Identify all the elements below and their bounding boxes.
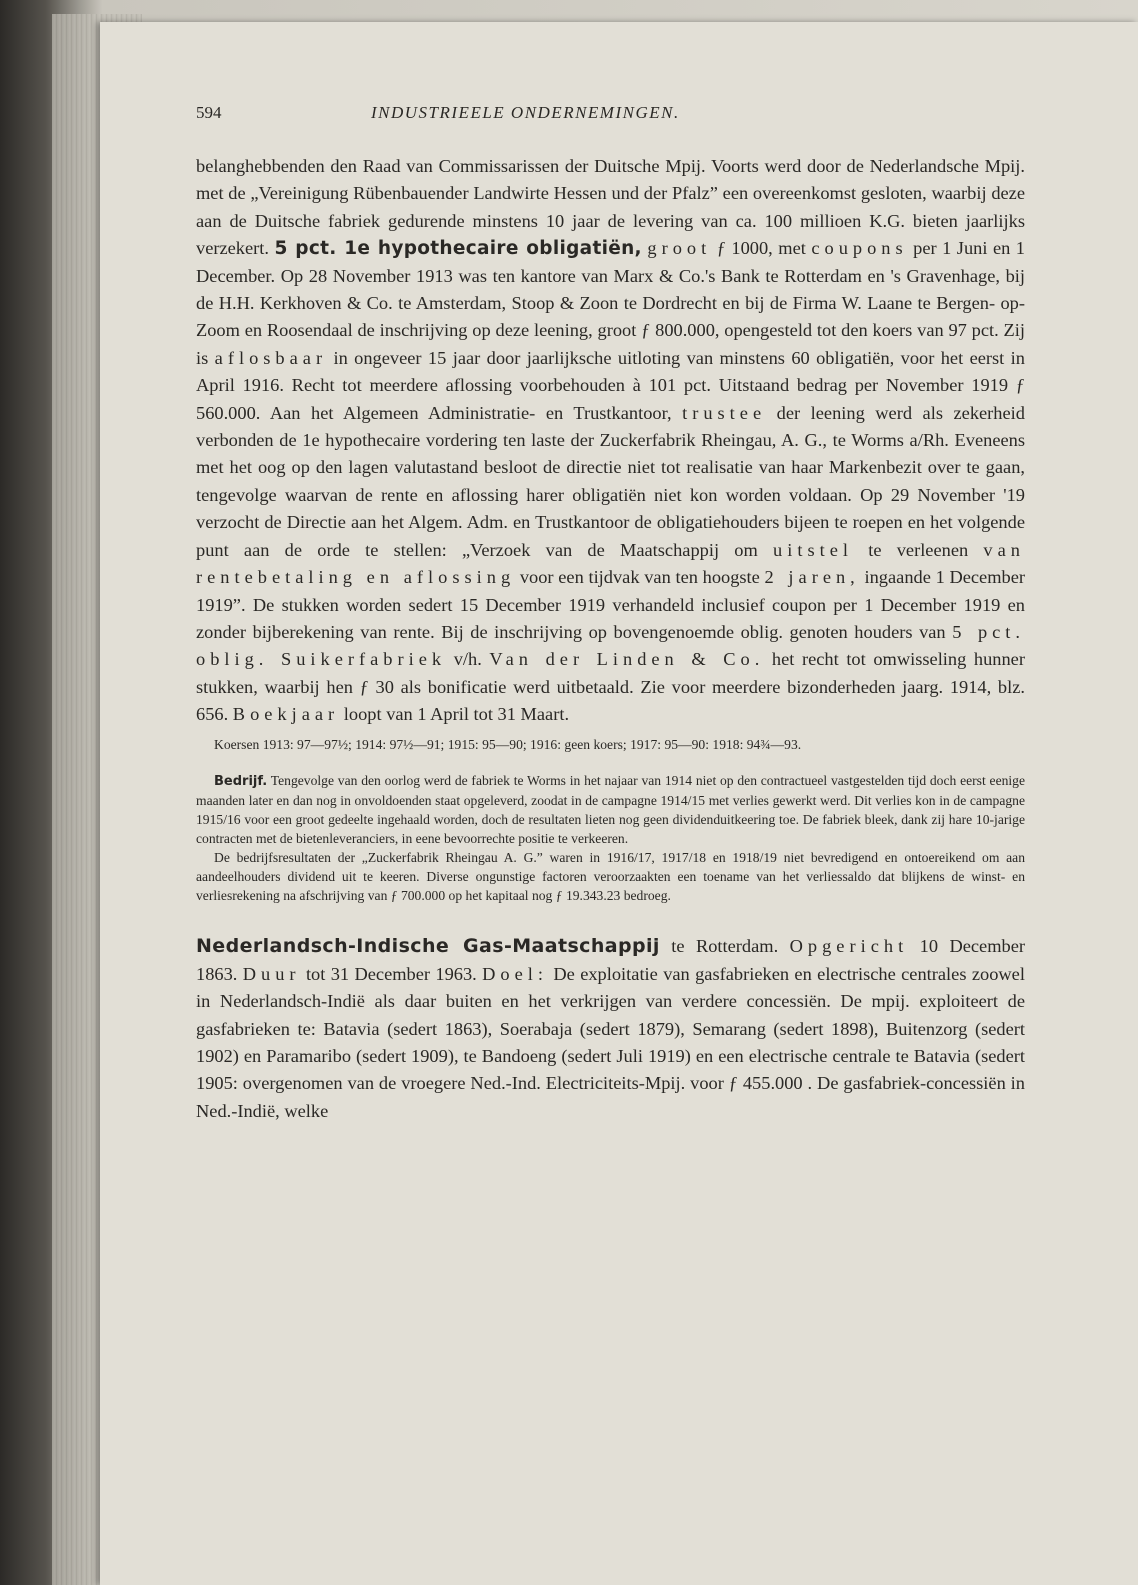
bedrijf-paragraph: [196, 771, 1025, 848]
paragraph-obligations: [196, 153, 1025, 729]
text-run: te Rotterdam.: [671, 936, 779, 957]
text-run: der leening werd als zekerheid verbonden de 1e hypothecaire vordering ten laste der Zuckerfabrik Rheingau, A. G., te Worms a/Rh. Eveneens met het oog op den lagen valutastand besloot de directie niet tot realisatie van haar Markenbezit over te gaan, tengevolge waarvan de rente en aflossing harer obligatiën niet kon worden voldaan. Op 29 November '19 verzocht de Directie aan het Algem. Adm. en Trustkantoor de obligatiehouders bijeen te roepen en het volgende punt aan de orde te stellen: „Verzoek van de Maatschappij om: [196, 402, 1025, 560]
spaced-text: Opgericht: [789, 936, 909, 957]
spaced-text: trustee: [682, 402, 767, 423]
text-run: De exploitatie van gasfabrieken en electrische centrales zoowel in Nederlandsch-Indië als daar buiten en het verkrijgen van verdere concessiën. De mpij. exploiteert de gasfabrieken te: Batavia (sedert 1863), Soerabaja (sedert 1879), Semarang (sedert 1898), Buitenzorg (sedert 1902) en Paramaribo (sedert 1909), te Bandoeng (sedert Juli 1919) en een electrische centrale te Batavia (sedert 1905: overgenomen van de vroegere Ned.-Ind. Electriciteits-Mpij. voor ƒ 455.000 . De gasfabriek-concessiën in Ned.-Indië, welke: [196, 963, 1025, 1121]
text-run: loopt van 1 April tot 31 Maart.: [343, 704, 570, 725]
page-number: 594: [196, 103, 222, 122]
text-run: per 1 Juni en 1 December. Op 28 November 1913 was ten kantore van Marx & Co.'s Bank te Rotterdam en 's Gravenhage, bij de H.H. Kerkhoven & Co. te Amsterdam, Stoop & Zoon te Dordrecht en bij de Firma W. Laane te Bergen- op-Zoom en Roosendaal de inschrijving op deze leening, groot ƒ 800.000, opengesteld tot den koers van 97 pct. Zij is: [196, 238, 1025, 368]
text-run: tot 31 December 1963.: [305, 963, 477, 984]
spaced-text: Doel:: [482, 963, 549, 984]
text-run: 10 December 1863.: [196, 936, 1025, 984]
running-head: [196, 103, 1025, 133]
spaced-text: Boekjaar: [232, 704, 340, 725]
text-run: het recht tot omwisseling hunner stukken, waarbij hen ƒ 30 als bonificatie werd uitbetaald. Zie voor meerdere bizonderheden jaarg. 1914, blz. 656.: [196, 649, 1025, 725]
spaced-text: uitstel: [773, 539, 853, 560]
spaced-text: groot: [647, 238, 712, 259]
spaced-text: 2 jaren,: [764, 567, 860, 588]
spaced-text: coupons: [811, 238, 908, 259]
spaced-text: aflosbaar: [214, 347, 328, 368]
spaced-text: 5 pct. oblig. Suikerfabriek: [196, 621, 1026, 670]
company-name: Nederlandsch-Indische Gas-Maatschappij: [196, 935, 660, 958]
spaced-text: Duur: [242, 963, 301, 984]
bedrijf-results-paragraph: De bedrijfsresultaten der „Zuckerfabrik Rheingau A. G.” waren in 1916/17, 1917/18 en 1918/19 niet bevredigend en ontoereikend om aan aandeelhouders dividend uit te keeren. Diverse ongunstige factoren veroorzaakten een toename van het verliessaldo dat blijkens de winst- en verliesrekening na afschrijving van ƒ 700.000 op het kapitaal nog ƒ 19.343.23 bedroeg.: [196, 850, 1025, 904]
bedrijf-label: Bedrijf.: [214, 773, 268, 789]
text-run: ƒ 1000, met: [716, 238, 806, 259]
spaced-text: Van der Linden & Co.: [489, 649, 765, 670]
text-run: v/h.: [453, 649, 482, 670]
paragraph-gas-maatschappij: [196, 933, 1025, 1125]
koersen-note: Koersen 1913: 97—97½; 1914: 97½—91; 1915: 95—90; 1916: geen koers; 1917: 95—90: 1918: 94¾—93.: [214, 736, 802, 752]
text-run: in ongeveer 15 jaar door jaarlijksche uitloting van minstens 60 obligatiën, voor het eerst in April 1916. Recht tot meerdere aflossing voorbehouden à 101 pct. Uitstaand bedrag per November 1919 ƒ 560.000. Aan het Algemeen Administratie- en Trustkantoor,: [196, 347, 1025, 423]
page-content: [196, 103, 1025, 1125]
text-run: te verleenen: [868, 539, 969, 560]
bold-heading-obligations: 5 pct. 1e hypothecaire obligatiën,: [274, 238, 642, 260]
running-head-title: INDUSTRIEELE ONDERNEMINGEN.: [371, 103, 680, 122]
section-gap: [196, 905, 1025, 933]
spaced-text: van rentebetaling en aflossing: [196, 539, 1025, 588]
bedrijf-text: Tengevolge van den oorlog werd de fabriek te Worms in het najaar van 1914 niet op den contractueel vastgestelden tijd doch eerst eenige maanden later en dan nog in onvoldoenden staat opgeleverd, zoodat in de campagne 1914/15 met verlies gewerkt werd. Dit verlies kon in de campagne 1915/16 voor een groot gedeelte ingehaald worden, doch de resultaten lieten nog geen dividenduitkeering toe. De fabriek bleek, dank zij hare 10-jarige contracten met de bietenleveranciers, in eene bevoorrechte positie te verkeeren.: [196, 772, 1026, 846]
text-run: voor een tijdvak van ten hoogste: [519, 567, 760, 588]
text-run: ingaande 1 December 1919”. De stukken worden sedert 15 December 1919 verhandeld inclusief coupon per 1 December 1919 en zonder bijberekening van rente. Bij de inschrijving op bovengenoemde oblig. genoten houders van: [196, 567, 1026, 642]
text-run: belanghebbenden den Raad van Commissarissen der Duitsche Mpij. Voorts werd door de Nederlandsche Mpij. met de „Vereinigung Rübenbauender Landwirte Hessen und der Pfalz” een overeenkomst gesloten, waarbij deze aan de Duitsche fabriek gedurende minstens 10 jaar de levering van ca. 100 millioen K.G. bieten jaarlijks verzekert.: [196, 156, 1025, 259]
